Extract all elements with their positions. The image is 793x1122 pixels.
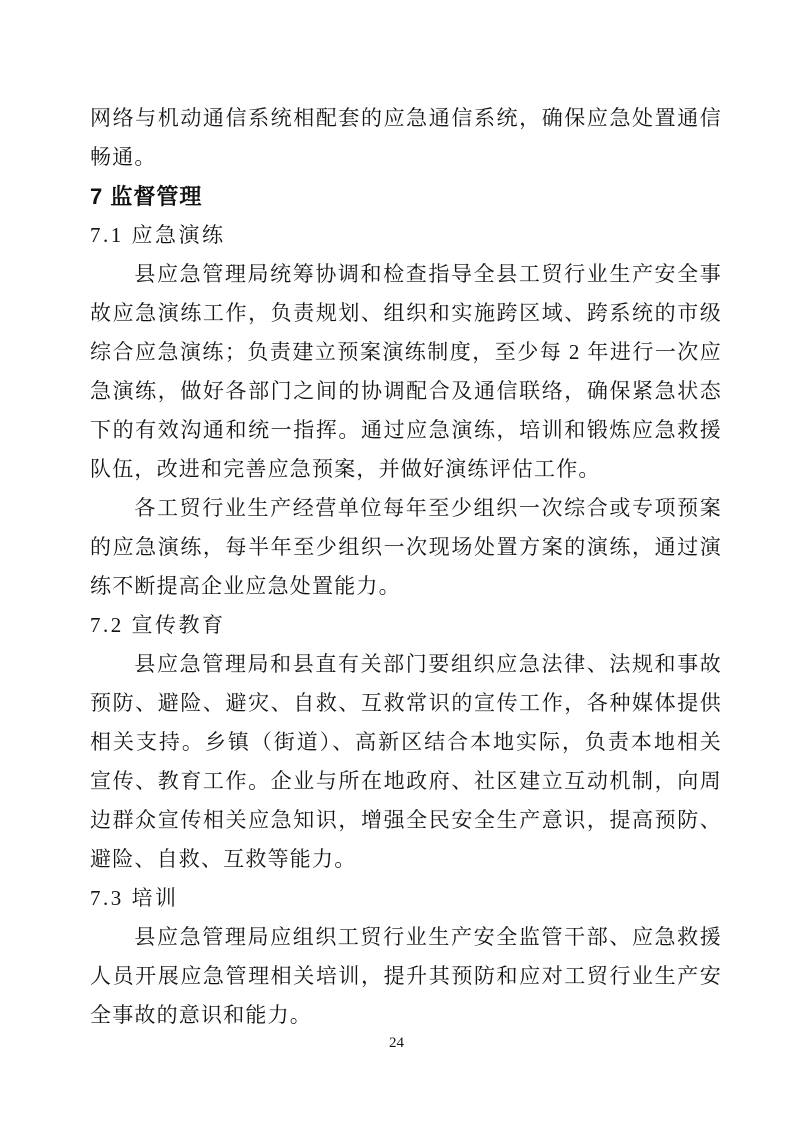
paragraph-publicity-work: 县应急管理局和县直有关部门要组织应急法律、法规和事故预防、避险、避灾、自救、互救常识的宣传工作，各种媒体提供相关支持。乡镇（街道）、高新区结合本地实际，负责本地相关宣传、教育工作。企业与所在地政府、社区建立互动机制，向周边群众宣传相关应急知识，增强全民安全生产意识，提高预防、避险、自救、互救等能力。	[90, 652, 722, 871]
paragraph-training-work: 县应急管理局应组织工贸行业生产安全监管干部、应急救援人员开展应急管理相关培训，提升其预防和应对工贸行业生产安全事故的意识和能力。	[90, 925, 722, 1027]
paragraph-drill-coordination: 县应急管理局统筹协调和检查指导全县工贸行业生产安全事故应急演练工作，负责规划、组织和实施跨区域、跨系统的市级综合应急演练；负责建立预案演练制度，至少每 2 年进行一次应急演练，做好各部门之间的协调配合及通信联络，确保紧急状态下的有效沟通和统一指挥。通过应急演练，培训和锻炼应急救援队伍，改进和完善应急预案，并做好演练评估工作。	[90, 262, 722, 481]
page-content	[90, 99, 722, 1035]
subsection-heading-publicity-education: 7.2 宣传教育	[90, 613, 226, 637]
section-heading-supervision: 7 监督管理	[90, 184, 203, 209]
paragraph-enterprise-drills: 各工贸行业生产经营单位每年至少组织一次综合或专项预案的应急演练，每半年至少组织一次现场处置方案的演练，通过演练不断提高企业应急处置能力。	[90, 496, 722, 598]
subsection-heading-emergency-drill: 7.1 应急演练	[90, 223, 226, 247]
page-number: 24	[389, 1035, 404, 1051]
subsection-heading-training: 7.3 培训	[90, 886, 179, 910]
paragraph-communication-continuation: 网络与机动通信系统相配套的应急通信系统，确保应急处置通信畅通。	[90, 106, 722, 169]
